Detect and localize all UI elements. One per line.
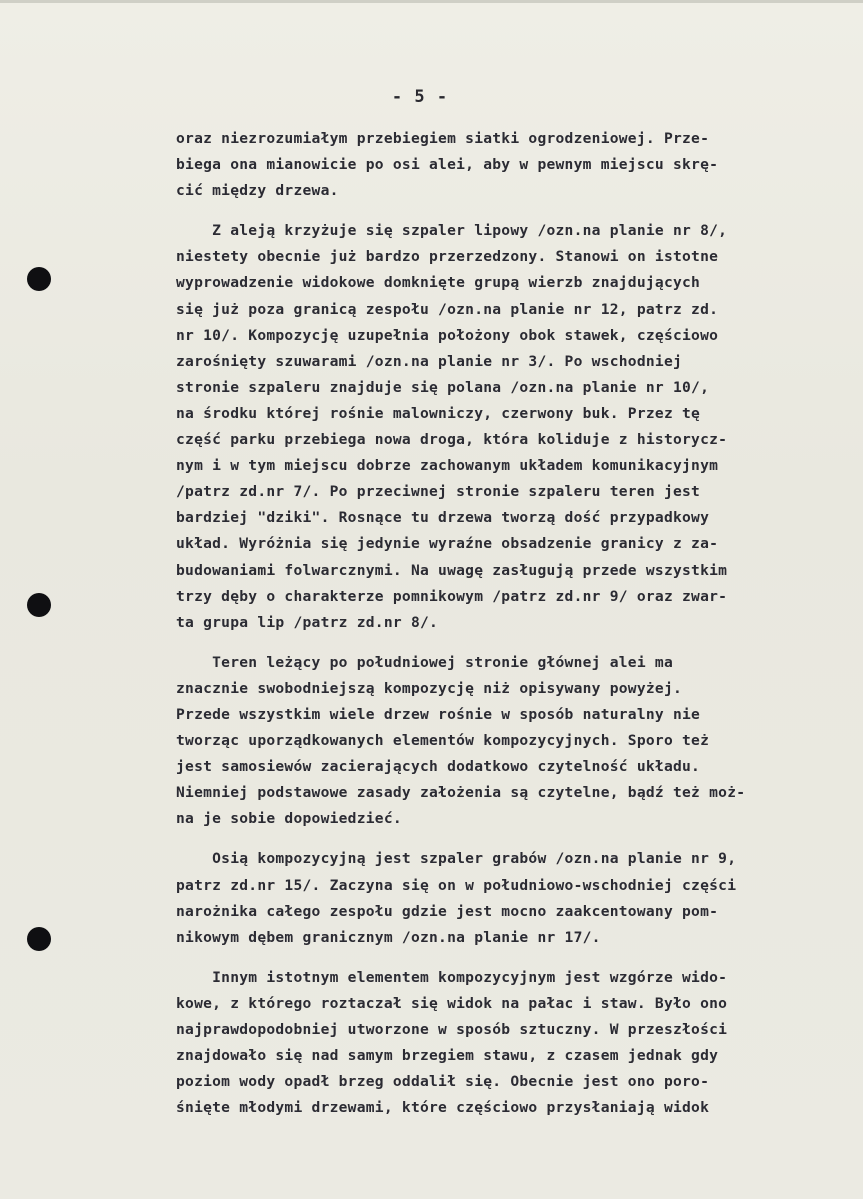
page-top-edge (0, 0, 863, 3)
text-line: nikowym dębem granicznym /ozn.na planie nr 17/. (176, 928, 601, 946)
text-line: narożnika całego zespołu gdzie jest mocno zaakcentowany pom- (176, 902, 719, 920)
text-line: Przede wszystkim wiele drzew rośnie w sposób naturalny nie (176, 705, 701, 723)
text-line: na środku której rośnie malowniczy, czerwony buk. Przez tę (176, 404, 701, 422)
text-line: układ. Wyróżnia się jedynie wyraźne obsadzenie granicy z za- (176, 535, 719, 553)
text-line: cić między drzewa. (176, 182, 339, 200)
text-line: poziom wody opadł brzeg oddalił się. Obecnie jest ono poro- (176, 1073, 710, 1091)
text-line: bardziej "dziki". Rosnące tu drzewa tworzą dość przypadkowy (176, 509, 710, 527)
punch-hole-top (27, 267, 51, 291)
text-line: Niemniej podstawowe zasady założenia są czytelne, bądź też moż- (176, 784, 746, 802)
text-line: biega ona mianowicie po osi alei, aby w pewnym miejscu skrę- (176, 156, 719, 174)
paragraph-gap (176, 636, 846, 650)
text-line: trzy dęby o charakterze pomnikowym /patrz zd.nr 9/ oraz zwar- (176, 587, 728, 605)
text-line: najprawdopodobniej utworzone w sposób sztuczny. W przeszłości (176, 1021, 728, 1038)
text-line: budowaniami folwarcznymi. Na uwagę zasługują przede wszystkim (176, 561, 728, 579)
paragraph (176, 126, 846, 204)
text-line: nym i w tym miejscu dobrze zachowanym układem komunikacyjnym (176, 457, 719, 475)
text-line: wyprowadzenie widokowe domknięte grupą wierzb znajdujących (176, 274, 701, 292)
paragraph-gap (176, 951, 846, 965)
text-line: stronie szpaleru znajduje się polana /ozn.na planie nr 10/, (176, 378, 710, 396)
punch-hole-middle (27, 593, 51, 617)
text-line: kowe, z którego roztaczał się widok na pałac i staw. Było ono (176, 994, 728, 1012)
text-line: tworząc uporządkowanych elementów kompozycyjnych. Sporo też (176, 732, 710, 750)
page-number: - 5 - (391, 87, 449, 107)
text-line: zarośnięty szuwarami /ozn.na planie nr 3/. Po wschodniej (176, 352, 683, 370)
text-line: się już poza granicą zespołu /ozn.na planie nr 12, patrz zd. (176, 300, 719, 318)
text-line: nr 10/. Kompozycję uzupełnia położony obok stawek, częściowo (176, 326, 719, 344)
text-line: /patrz zd.nr 7/. Po przeciwnej stronie szpaleru teren jest (176, 483, 701, 501)
text-line: śnięte młodymi drzewami, które częściowo przysłaniają widok (176, 1099, 710, 1117)
paragraph (176, 846, 846, 950)
paragraph (176, 965, 846, 1122)
paragraph-gap (176, 832, 846, 846)
text-line: Teren leżący po południowej stronie głównej alei ma (176, 653, 673, 671)
text-line: oraz niezrozumiałym przebiegiem siatki ogrodzeniowej. Prze- (176, 130, 710, 147)
text-line: Osią kompozycyjną jest szpaler grabów /ozn.na planie nr 9, (176, 850, 737, 868)
punch-hole-bottom (27, 927, 51, 951)
text-line: jest samosiewów zacierających dodatkowo czytelność układu. (176, 758, 701, 776)
text-line: ta grupa lip /patrz zd.nr 8/. (176, 613, 439, 631)
document-body (176, 126, 846, 1121)
text-line: część parku przebiega nowa droga, która koliduje z historycz- (176, 431, 728, 449)
paragraph (176, 218, 846, 636)
text-line: patrz zd.nr 15/. Zaczyna się on w południowo-wschodniej części (176, 876, 737, 894)
paragraph-gap (176, 204, 846, 218)
text-line: na je sobie dopowiedzieć. (176, 810, 402, 828)
text-line: znajdowało się nad samym brzegiem stawu, z czasem jednak gdy (176, 1047, 719, 1065)
text-line: znacznie swobodniejszą kompozycję niż opisywany powyżej. (176, 679, 683, 697)
text-line: Z aleją krzyżuje się szpaler lipowy /ozn.na planie nr 8/, (176, 222, 728, 240)
paragraph (176, 650, 846, 833)
text-line: niestety obecnie już bardzo przerzedzony. Stanowi on istotne (176, 248, 719, 266)
text-line: Innym istotnym elementem kompozycyjnym jest wzgórze wido- (176, 968, 728, 986)
